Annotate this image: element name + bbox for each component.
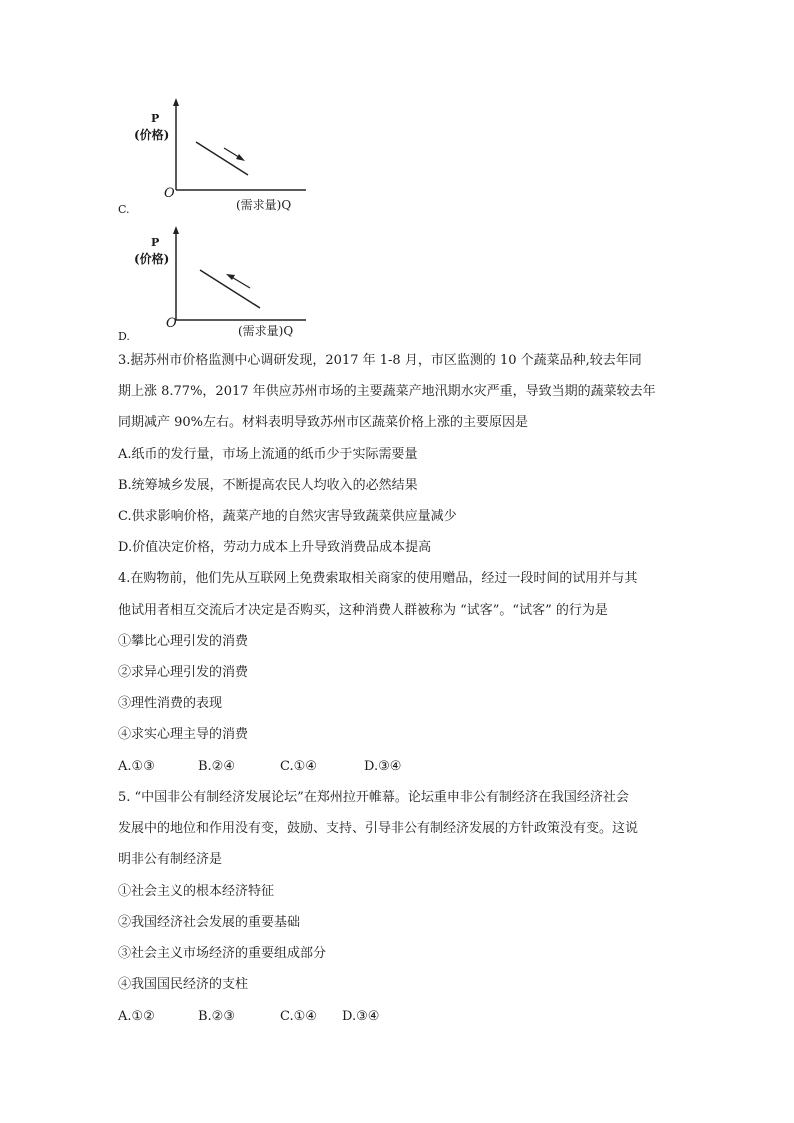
option-letter-c: C. <box>118 203 130 216</box>
q4-item-4: ④求实心理主导的消费 <box>118 727 249 742</box>
q5-item-1: ①社会主义的根本经济特征 <box>118 884 275 899</box>
q5-item-4: ④我国国民经济的支柱 <box>118 977 249 992</box>
q3-stem-line-2: 期上涨 8.77%，2017 年供应苏州市场的主要蔬菜产地汛期水灾严重，导致当期的蔬菜较去年 <box>118 384 656 399</box>
q4-item-1: ①攀比心理引发的消费 <box>118 634 249 649</box>
q5-choice-d: D.③④ <box>342 1009 380 1024</box>
q-axis-label: (需求量)Q <box>238 324 294 338</box>
q4-choice-b: B.②④ <box>198 759 235 774</box>
p-axis-label: P <box>151 112 160 125</box>
q4-item-3: ③理性消费的表现 <box>118 696 223 711</box>
q5-choice-b: B.②③ <box>198 1009 235 1024</box>
graph-option-d <box>118 226 318 346</box>
q4-item-2: ②求异心理引发的消费 <box>118 665 249 680</box>
q5-stem-line-1: 5. “中国非公有制经济发展论坛”在郑州拉开帷幕。论坛重申非公有制经济在我国经济社会 <box>118 790 629 805</box>
q3-option-b: B.统筹城乡发展，不断提高农民人均收入的必然结果 <box>118 478 418 493</box>
q5-choice-c: C.①④ <box>280 1009 317 1024</box>
price-axis-label: (价格) <box>134 128 170 142</box>
q5-choice-a: A.①② <box>118 1009 155 1024</box>
q4-stem-line-2: 他试用者相互交流后才决定是否购买，这种消费人群被称为 “试客”。“试客” 的行为是 <box>118 603 608 618</box>
origin-label: O <box>164 186 175 201</box>
q3-option-c: C.供求影响价格，蔬菜产地的自然灾害导致蔬菜供应量减少 <box>118 509 457 524</box>
q3-option-a: A.纸币的发行量，市场上流通的纸币少于实际需要量 <box>118 447 418 462</box>
q3-stem-line-3: 同期减产 90%左右。材料表明导致苏州市区蔬菜价格上涨的主要原因是 <box>118 415 529 430</box>
q3-stem-line-1: 3.据苏州市价格监测中心调研发现，2017 年 1-8 月，市区监测的 10 个蔬菜品种,较去年同 <box>118 353 642 368</box>
p-axis-label: P <box>151 236 160 249</box>
graph-option-c <box>118 98 318 218</box>
q5-stem-line-3: 明非公有制经济是 <box>118 852 223 867</box>
q4-choice-a: A.①③ <box>118 759 155 774</box>
q4-choice-d: D.③④ <box>364 759 402 774</box>
q3-option-d: D.价值决定价格，劳动力成本上升导致消费品成本提高 <box>118 540 432 555</box>
q4-choice-c: C.①④ <box>280 759 317 774</box>
price-axis-label: (价格) <box>134 252 170 266</box>
q-axis-label: (需求量)Q <box>236 198 292 212</box>
q4-stem-line-1: 4.在购物前，他们先从互联网上免费索取相关商家的使用赠品，经过一段时间的试用并与其 <box>118 571 638 586</box>
q5-stem-line-2: 发展中的地位和作用没有变，鼓励、支持、引导非公有制经济发展的方针政策没有变。这说 <box>118 821 639 836</box>
q5-item-3: ③社会主义市场经济的重要组成部分 <box>118 946 327 961</box>
option-letter-d: D. <box>118 330 130 343</box>
origin-label: O <box>166 316 177 331</box>
q5-item-2: ②我国经济社会发展的重要基础 <box>118 915 301 930</box>
